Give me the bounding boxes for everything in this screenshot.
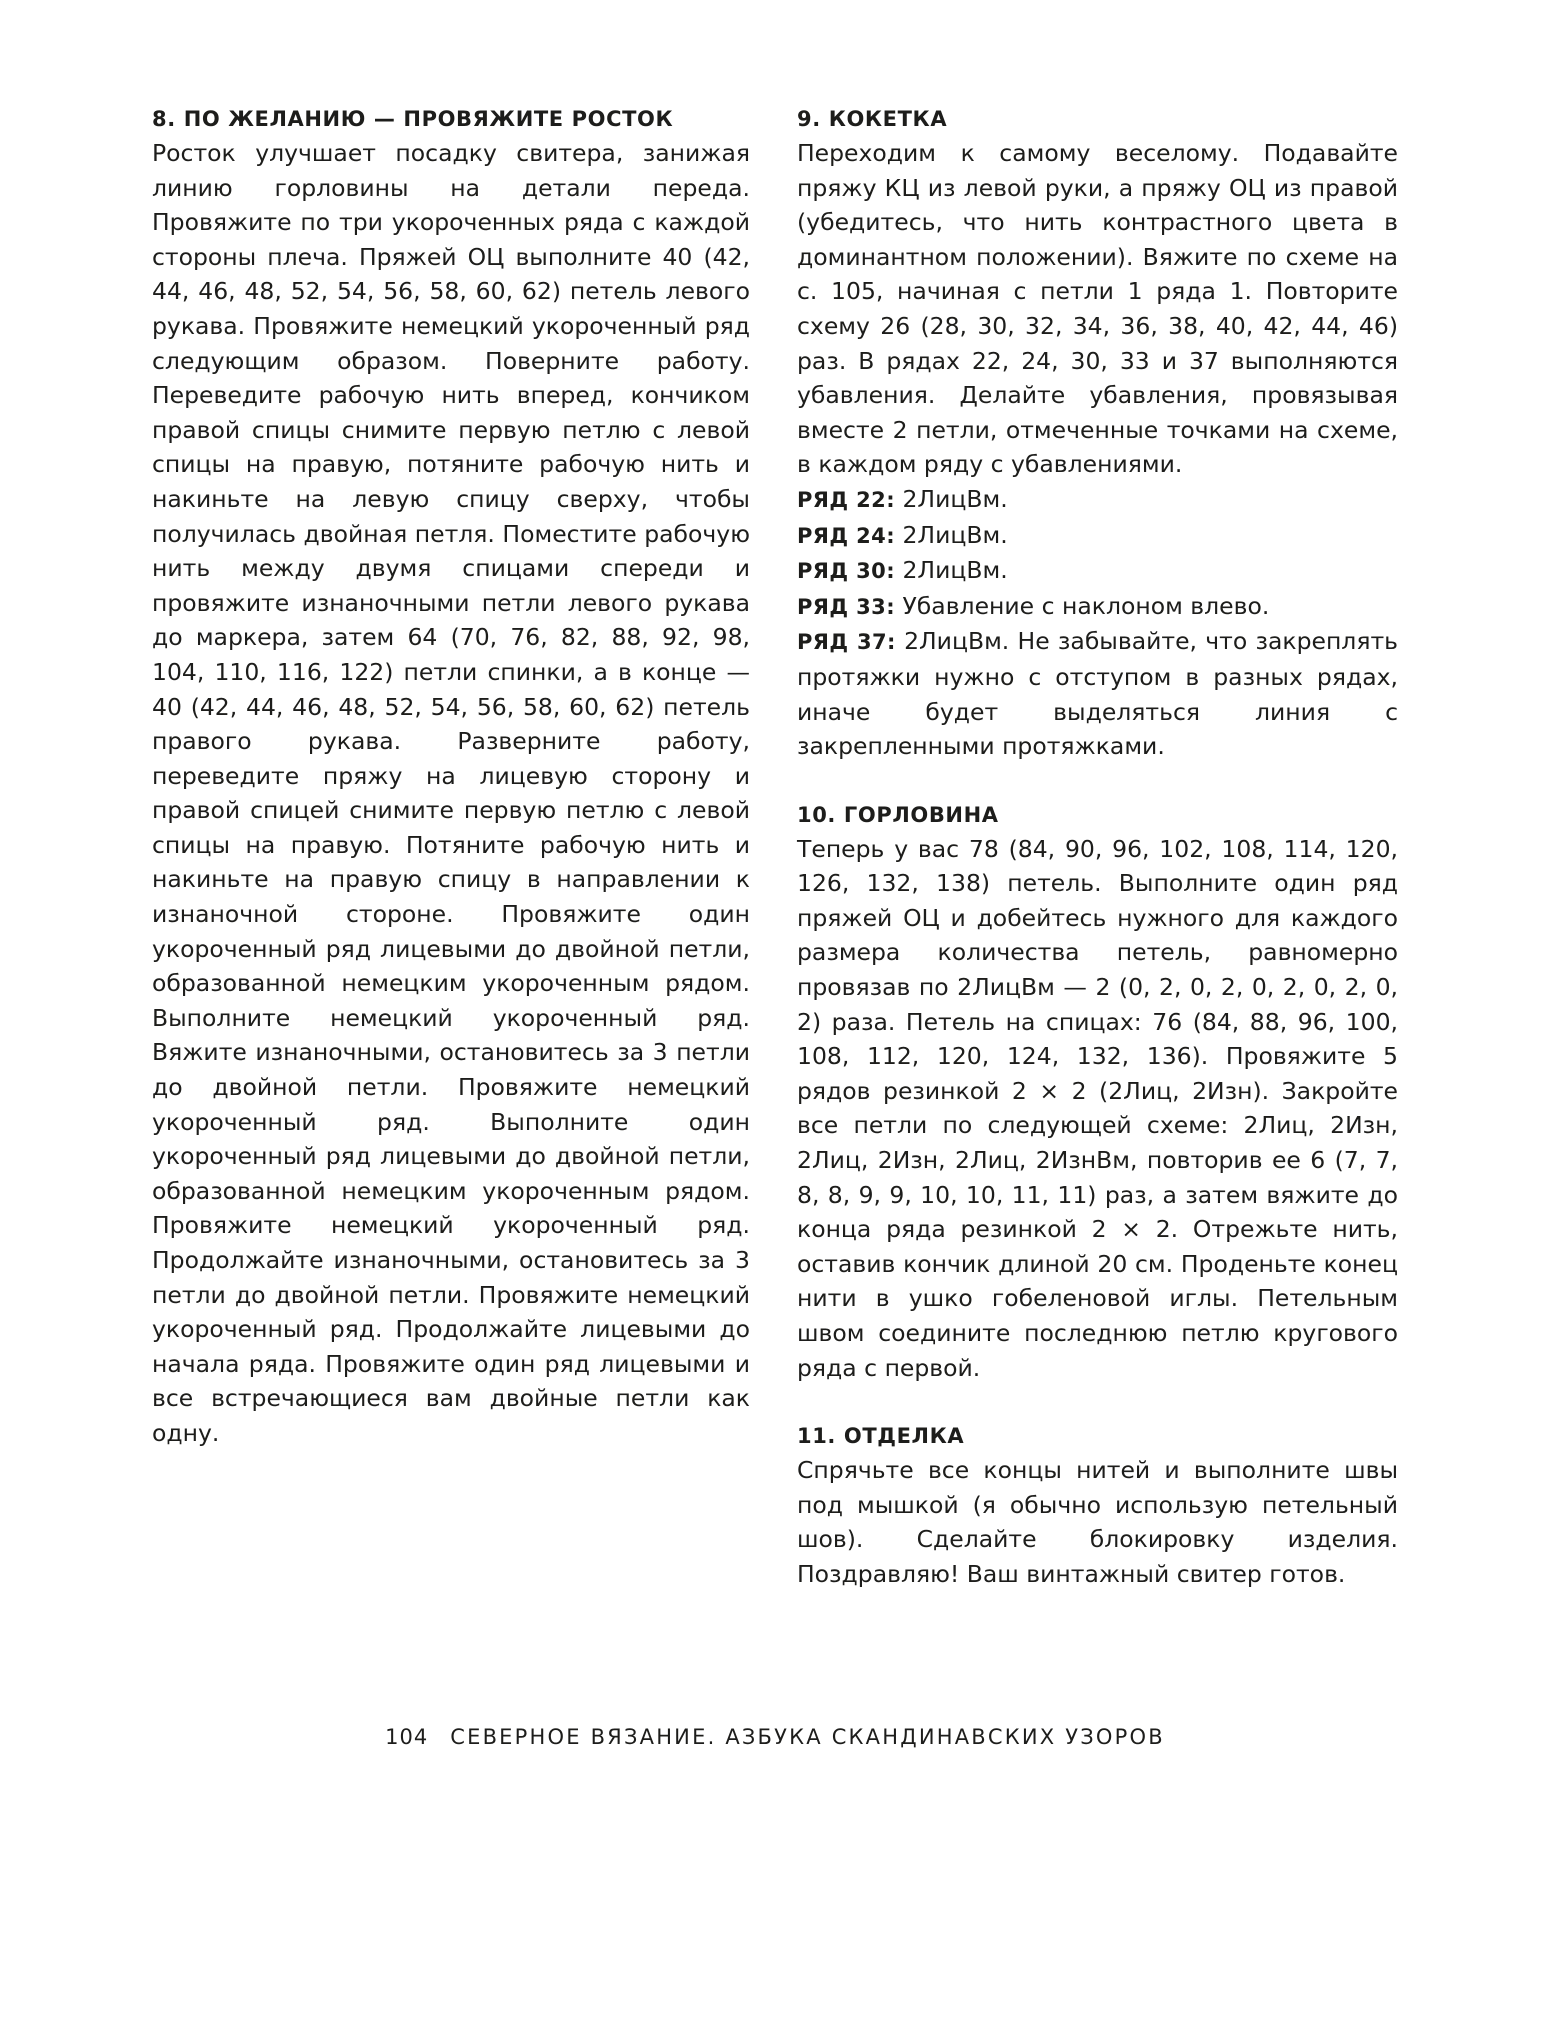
row-33-text: Убавление с наклоном влево. [902, 591, 1270, 620]
section-8-text: Росток улучшает посадку свитера, занижая линию горловины на детали переда. Провяжите по три укороченных ряда с каждой стороны плеча. Пряжей ОЦ выполните 40 (42, 44, 46, 48, 52, 54, 56, 58, 60, 62) петель левого рукава. Провяжите немецкий укороченный ряд следующим образом. Поверните работу. Переведите рабочую нить вперед, кончиком правой спицы снимите первую петлю с левой спицы на правую, потяните рабочую нить и накиньте на левую спицу сверху, чтобы получилась двойная петля. Поместите рабочую нить между двумя спицами спереди и провяжите изнаночными петли левого рукава до маркера, затем 64 (70, 76, 82, 88, 92, 98, 104, 110, 116, 122) петли спинки, а в конце — 40 (42, 44, 46, 48, 52, 54, 56, 58, 60, 62) петель правого рукава. Разверните работу, переведите пряжу на лицевую сторону и правой спицей снимите первую петлю с левой спицы на правую. Потяните рабочую нить и накиньте на правую спицу в направлении к изнаночной стороне. Провяжите один укороченный ряд лицевыми до двойной петли, образованной немецким укороченным рядом. Выполните немецкий укороченный ряд. Вяжите изнаночными, остановитесь за 3 петли до двойной петли. Провяжите немецкий укороченный ряд. Выполните один укороченный ряд лицевыми до двойной петли, образованной немецким укороченным рядом. Провяжите немецкий укороченный ряд. Продолжайте изнаночными, остановитесь за 3 петли до двойной петли. Провяжите немецкий укороченный ряд. Продолжайте лицевыми до начала ряда. Провяжите один ряд лицевыми и все встречающиеся вам двойные петли как одну. [152, 139, 750, 1447]
row-37-text: 2ЛицВм. Не забывайте, что закреплять протяжки нужно с отступом в разных рядах, иначе будет выделяться линия с закрепленными протяжками. [797, 627, 1398, 761]
section-spacer [797, 764, 1398, 798]
row-33 [797, 589, 1398, 625]
row-30-text: 2ЛицВм. [902, 556, 1008, 585]
book-title: СЕВЕРНОЕ ВЯЗАНИЕ. АЗБУКА СКАНДИНАВСКИХ УЗОРОВ [450, 1725, 1165, 1749]
right-column [797, 102, 1398, 1592]
row-24-label: РЯД 24: [797, 523, 895, 548]
row-22-label: РЯД 22: [797, 487, 895, 512]
page-footer [0, 1725, 1550, 1749]
section-11-heading: 11. ОТДЕЛКА [797, 1424, 965, 1449]
row-22-text: 2ЛицВм. [902, 484, 1008, 513]
row-37 [797, 624, 1398, 763]
row-24 [797, 518, 1398, 554]
row-37-label: РЯД 37: [797, 630, 896, 655]
row-24-text: 2ЛицВм. [902, 520, 1008, 549]
row-22 [797, 482, 1398, 518]
section-9-heading: 9. КОКЕТКА [797, 107, 948, 131]
section-10-text: Теперь у вас 78 (84, 90, 96, 102, 108, 114, 120, 126, 132, 138) петель. Выполните один ряд пряжей ОЦ и добейтесь нужного для каждого размера количества петель, равномерно провязав по 2ЛицВм — 2 (0, 2, 0, 2, 0, 2, 0, 2, 0, 2) раза. Петель на спицах: 76 (84, 88, 96, 100, 108, 112, 120, 124, 132, 136). Провяжите 5 рядов резинкой 2 × 2 (2Лиц, 2Изн). Закройте все петли по следующей схеме: 2Лиц, 2Изн, 2Лиц, 2Изн, 2Лиц, 2ИзнВм, повторив ее 6 (7, 7, 8, 8, 9, 9, 10, 10, 11, 11) раз, а затем вяжите до конца ряда резинкой 2 × 2. Отрежьте нить, оставив кончик длиной 20 см. Проденьте конец нити в ушко гобеленовой иглы. Петельным швом соедините последнюю петлю кругового ряда с первой. [797, 834, 1398, 1382]
row-33-label: РЯД 33: [797, 594, 895, 619]
page-number: 104 [385, 1725, 429, 1749]
row-30-label: РЯД 30: [797, 559, 895, 584]
section-11-text: Спрячьте все концы нитей и выполните швы под мышкой (я обычно использую петельный шов). Сделайте блокировку изделия. Поздравляю! Ваш винтажный свитер готов. [797, 1456, 1398, 1588]
row-30 [797, 553, 1398, 589]
section-8-heading: 8. ПО ЖЕЛАНИЮ — ПРОВЯЖИТЕ РОСТОК [152, 107, 674, 131]
section-10-heading: 10. ГОРЛОВИНА [797, 802, 999, 827]
section-9-text: Переходим к самому веселому. Подавайте пряжу КЦ из левой руки, а пряжу ОЦ из правой (убедитесь, что нить контрастного цвета в доминантном положении). Вяжите по схеме на с. 105, начиная с петли 1 ряда 1. Повторите схему 26 (28, 30, 32, 34, 36, 38, 40, 42, 44, 46) раз. В рядах 22, 24, 30, 33 и 37 выполняются убавления. Делайте убавления, провязывая вместе 2 петли, отмеченные точками на схеме, в каждом ряду с убавлениями. [797, 139, 1398, 479]
left-column [152, 102, 750, 1451]
section-spacer [797, 1385, 1398, 1419]
